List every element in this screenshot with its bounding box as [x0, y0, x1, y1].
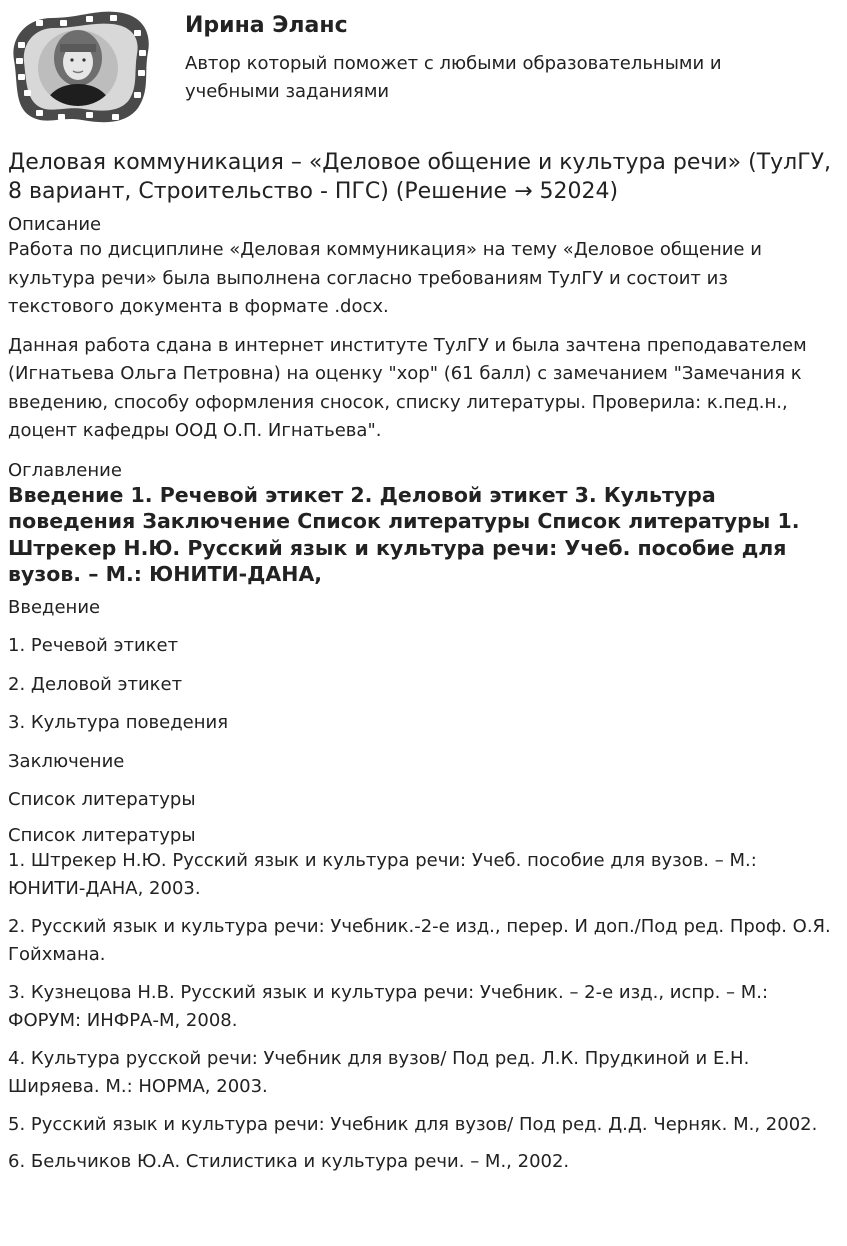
- author-avatar: [8, 8, 152, 126]
- toc-item: 2. Деловой этикет: [8, 673, 183, 695]
- description-label: Описание: [8, 214, 102, 235]
- author-avatar-filmstrip-icon: [8, 8, 152, 126]
- work-title: Деловая коммуникация – «Деловое общение и культура речи» (ТулГУ, 8 вариант, Строительство - ПГС) (Решение → 52024): [8, 150, 832, 204]
- toc-item: 1. Речевой этикет: [8, 635, 179, 656]
- toc-label: Оглавление: [8, 459, 122, 481]
- toc-item: Заключение: [8, 750, 125, 772]
- reference-item: 2. Русский язык и культура речи: Учебник.-2-е изд., перер. И доп./Под ред. Проф. О.Я. Гойхмана.: [8, 915, 831, 965]
- toc-list: [8, 594, 838, 815]
- toc-summary: Введение 1. Речевой этикет 2. Деловой этикет 3. Культура поведения Заключение Список литературы Список литературы 1. Штрекер Н.Ю. Русский язык и культура речи: Учеб. пособие для вузов. – М.: ЮНИТИ-ДАНА,: [8, 482, 800, 586]
- toc-item: 3. Культура поведения: [8, 712, 229, 733]
- references-label: Список литературы: [8, 824, 196, 846]
- toc-item: Список литературы: [8, 789, 196, 810]
- reference-item: 5. Русский язык и культура речи: Учебник для вузов/ Под ред. Д.Д. Черняк. М., 2002.: [8, 1113, 818, 1135]
- description-paragraph-2: Данная работа сдана в интернет институте ТулГУ и была зачтена преподавателем (Игнатьева Ольга Петровна) на оценку "хор" (61 балл) с замечанием "Замечания к введению, способу оформления сносок, списку литературы. Проверила: к.пед.н., доцент кафедры ООД О.П. Игнатьева".: [8, 334, 807, 441]
- author-name: Ирина Эланс: [185, 13, 348, 38]
- reference-item: 4. Культура русской речи: Учебник для вузов/ Под ред. Л.К. Прудкиной и Е.Н. Ширяева. М.: НОРМА, 2003.: [8, 1047, 750, 1097]
- reference-item: 3. Кузнецова Н.В. Русский язык и культура речи: Учебник. – 2-е изд., испр. – М.: ФОРУМ: ИНФРА-М, 2008.: [8, 981, 769, 1031]
- reference-item: 6. Бельчиков Ю.А. Стилистика и культура речи. – М., 2002.: [8, 1151, 570, 1172]
- author-header: [0, 0, 847, 140]
- author-description: Автор который поможет с любыми образовательными и учебными заданиями: [185, 53, 722, 102]
- toc-item: Введение: [8, 596, 101, 618]
- description-paragraph-1: Работа по дисциплине «Деловая коммуникация» на тему «Деловое общение и культура речи» была выполнена согласно требованиям ТулГУ и состоит из текстового документа в формате .docx.: [8, 239, 762, 317]
- work-content: [8, 148, 838, 1186]
- reference-item: 1. Штрекер Н.Ю. Русский язык и культура речи: Учеб. пособие для вузов. – М.: ЮНИТИ-ДАНА, 2003.: [8, 849, 757, 899]
- references-list: [8, 847, 838, 1177]
